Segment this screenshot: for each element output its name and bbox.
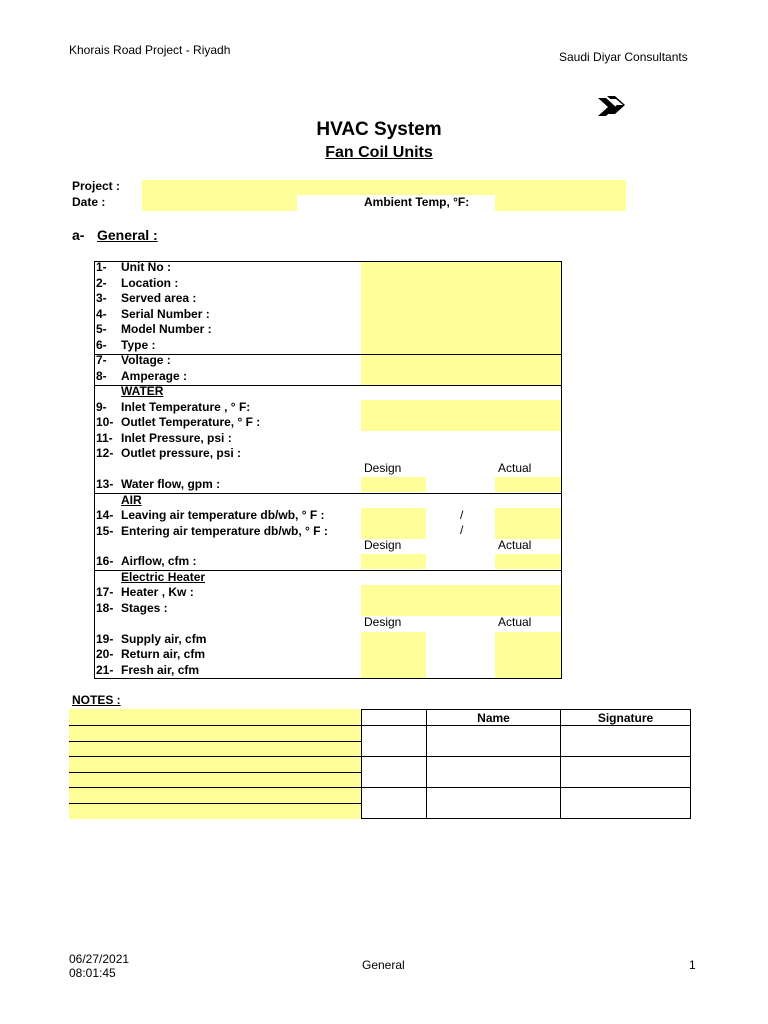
page-subtitle: Fan Coil Units bbox=[325, 144, 433, 161]
ambient-temp-field[interactable] bbox=[495, 195, 626, 211]
footer-page-number: 1 bbox=[689, 958, 696, 972]
notes-line bbox=[69, 772, 361, 773]
table-bottom-border bbox=[94, 678, 562, 679]
table-right-border bbox=[561, 261, 562, 679]
name-cell[interactable] bbox=[427, 788, 561, 819]
table-row bbox=[362, 757, 691, 788]
date-label: Date : bbox=[72, 195, 106, 209]
design-column-header: Design bbox=[364, 615, 402, 629]
signature-cell[interactable] bbox=[561, 726, 691, 757]
header-consultant-name: Saudi Diyar Consultants bbox=[559, 50, 688, 64]
date-field[interactable] bbox=[142, 195, 297, 211]
section-prefix: a- bbox=[72, 227, 85, 243]
notes-line bbox=[69, 787, 361, 788]
design-column-header: Design bbox=[364, 538, 402, 552]
page-title: HVAC System bbox=[316, 119, 442, 140]
design-column-header: Design bbox=[364, 461, 402, 475]
water-flow-design-field[interactable] bbox=[361, 477, 426, 492]
footer-date: 06/27/2021 bbox=[69, 952, 130, 966]
notes-line bbox=[69, 741, 361, 742]
role-cell[interactable] bbox=[362, 726, 427, 757]
table-left-border bbox=[94, 261, 95, 679]
air-cfm-design-field[interactable] bbox=[361, 632, 426, 678]
air-temp-actual-field[interactable] bbox=[495, 508, 561, 539]
airflow-design-field[interactable] bbox=[361, 554, 426, 569]
signature-column-header: Signature bbox=[561, 710, 691, 726]
water-flow-actual-field[interactable] bbox=[495, 477, 561, 492]
actual-column-header: Actual bbox=[498, 615, 532, 629]
role-cell[interactable] bbox=[362, 788, 427, 819]
name-cell[interactable] bbox=[427, 726, 561, 757]
electrical-fields[interactable] bbox=[361, 355, 561, 385]
role-header-cell bbox=[362, 710, 427, 726]
db-wb-separator: / bbox=[460, 523, 464, 537]
air-temp-design-field[interactable] bbox=[361, 508, 426, 539]
air-cfm-actual-field[interactable] bbox=[495, 632, 561, 678]
signature-table bbox=[361, 709, 691, 819]
name-column-header: Name bbox=[427, 710, 561, 726]
db-wb-separator: / bbox=[460, 508, 464, 522]
actual-column-header: Actual bbox=[498, 461, 532, 475]
airflow-actual-field[interactable] bbox=[495, 554, 561, 569]
double-chevron-arrow-icon bbox=[598, 94, 632, 118]
signature-cell[interactable] bbox=[561, 788, 691, 819]
notes-line bbox=[69, 803, 361, 804]
general-info-fields[interactable] bbox=[361, 262, 561, 354]
table-divider bbox=[94, 493, 562, 494]
ambient-temp-label: Ambient Temp, °F: bbox=[364, 195, 470, 209]
footer-sheet-name: General bbox=[362, 958, 405, 972]
table-row bbox=[362, 788, 691, 819]
notes-line bbox=[69, 756, 361, 757]
name-cell[interactable] bbox=[427, 757, 561, 788]
section-title: General : bbox=[97, 227, 158, 243]
role-cell[interactable] bbox=[362, 757, 427, 788]
footer-time: 08:01:45 bbox=[69, 966, 116, 980]
actual-column-header: Actual bbox=[498, 538, 532, 552]
signature-cell[interactable] bbox=[561, 757, 691, 788]
notes-label: NOTES : bbox=[72, 693, 121, 707]
notes-line bbox=[69, 725, 361, 726]
project-field[interactable] bbox=[142, 180, 626, 195]
water-temperature-fields[interactable] bbox=[361, 400, 561, 431]
table-divider bbox=[94, 385, 562, 386]
project-label: Project : bbox=[72, 179, 121, 193]
table-row bbox=[362, 726, 691, 757]
heater-fields[interactable] bbox=[361, 585, 561, 616]
header-project-name: Khorais Road Project - Riyadh bbox=[69, 43, 231, 57]
